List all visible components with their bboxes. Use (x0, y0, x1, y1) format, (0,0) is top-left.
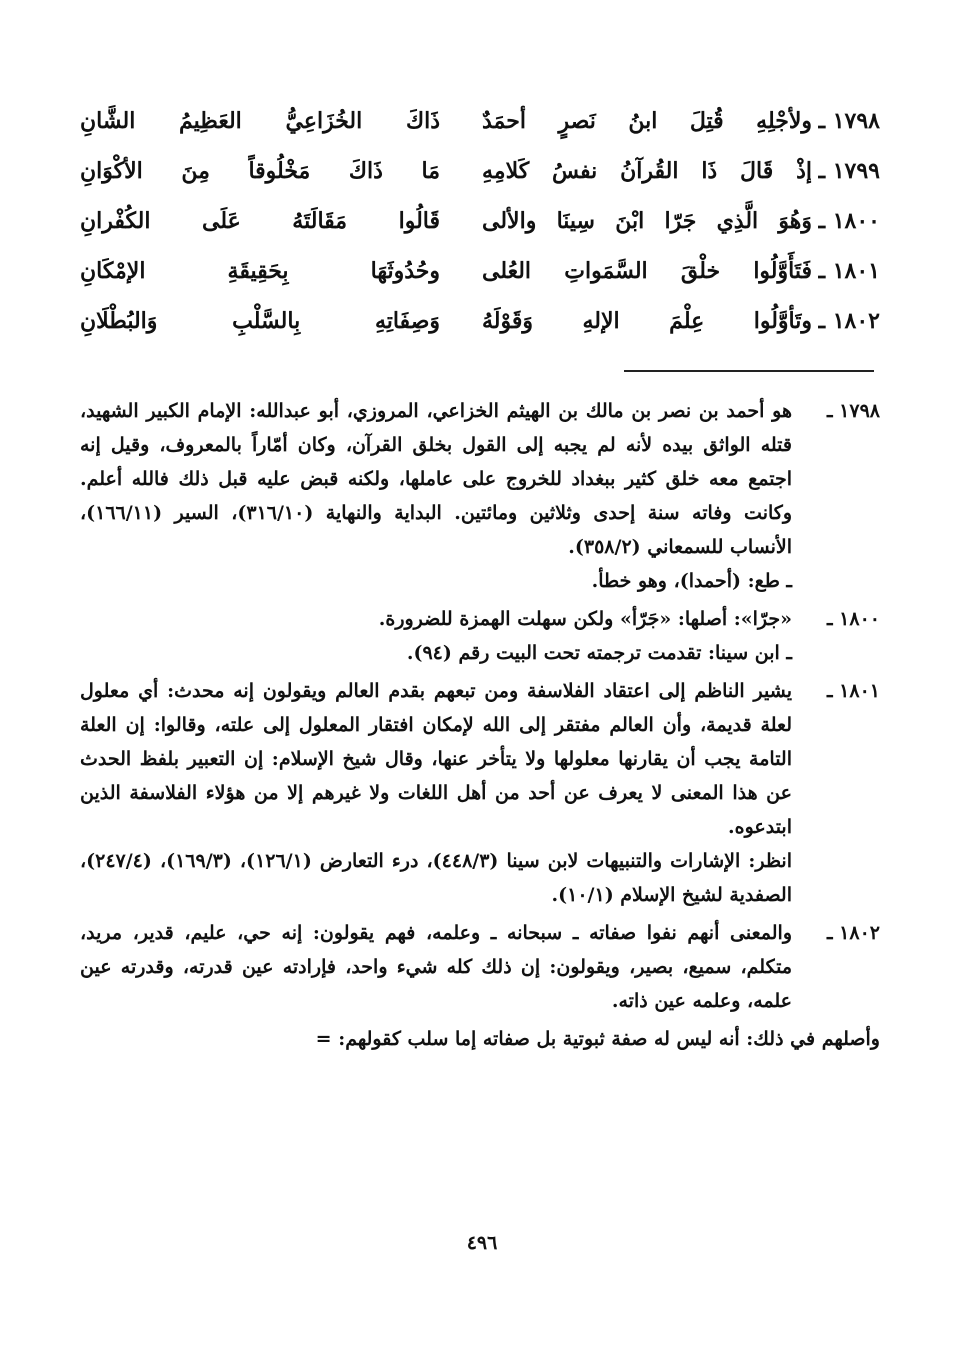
footnote-text: انظر: الإشارات والتنبيهات لابن سينا (٤٤٨/٣)، درء التعارض (١٢٦/١)، (١٦٩/٣)، (٢٤٧/٤)، الصفدية لشيخ الإسلام (١٠/١). (80, 850, 792, 906)
verse-second-hemistich: وحُدُوثَهَا بِحَقِيقَةِ الإمْكَانِ (80, 258, 440, 284)
verse-second-hemistich: وَصِفَاتِهِ بِالسَّلْبِ وَالبُطْلَانِ (80, 308, 440, 334)
footnote-number: ١٨٠٠ ـ (826, 608, 880, 630)
verse-first-hemistich: وتَأوَّلُوا عِلْمَ الإلهِ وَقَوْلَهُ (482, 308, 812, 334)
footnote-text: ـ ابن سينا: تقدمت ترجمته تحت البيت رقم (٩٤). (406, 642, 792, 664)
verse-line (80, 308, 880, 358)
footnote-text: ـ طع: (أحمدا)، وهو خطأ. (591, 570, 792, 592)
footnote (80, 602, 880, 670)
footnote-continuation: وأصلهم في ذلك: أنه ليس له صفة ثبوتية بل صفاته إما سلب كقولهم: = (315, 1028, 880, 1050)
footnote (80, 916, 880, 1018)
verse-number: ١٧٩٨ ـ (818, 108, 880, 134)
footnote-number: ١٨٠٢ ـ (826, 922, 880, 944)
verse-number: ١٨٠٠ ـ (818, 208, 880, 234)
footnote-text: «جرّا»: أصلها: «جَرّأ» ولكن سهلت الهمزة للضرورة. (378, 608, 792, 630)
verse-line (80, 158, 880, 208)
verse-line (80, 258, 880, 308)
verse-first-hemistich: وَهُوَ الَّذِي جَرّا ابْنَ سِينَا والألى (482, 208, 812, 234)
verse-line (80, 208, 880, 258)
verse-second-hemistich: ذَاكَ الخُزَاعِيُّ العَظِيمُ الشَّانِ (80, 108, 440, 134)
footnote (80, 394, 880, 598)
footnote-number: ١٨٠١ ـ (826, 680, 880, 702)
footnotes (80, 394, 880, 1060)
footnote-text: والمعنى أنهم نفوا صفاته ـ سبحانه ـ وعلمه، فهم يقولون: إنه حي، عليم، قدير، مريد، متكلم، سميع، بصير، ويقولون: إن ذلك كله شيء واحد، فإرادته عين قدرته، وقدرته عين علمه، وعلمه عين ذاته. (80, 922, 792, 1012)
footnote-text: يشير الناظم إلى اعتقاد الفلاسفة ومن تبعهم بقدم العالم ويقولون إنه محدث: أي معلول لعلة قديمة، وأن العالم مفتقر إلى الله لإمكان افتقار المعلول إلى علته، وقالوا: إن العلة التامة يجب أن يقارنها معلولها ولا يتأخر عنها، وقال شيخ الإسلام: إن التعبير بلفظ الحدث عن هذا المعنى لا يعرف عن أحد من أهل اللغات ولا غيرهم إلا من هؤلاء الفلاسفة الذين ابتدعوه. (80, 680, 792, 838)
verse-block (80, 108, 880, 358)
verse-number: ١٨٠١ ـ (818, 258, 880, 284)
verse-first-hemistich: فَتَأَوَّلُوا خلْقَ السَّمَواتِ العُلى (482, 258, 812, 284)
verse-first-hemistich: ولأجْلِهِ قُتِلَ ابنُ نَصرٍ أحمَدٌ (482, 108, 812, 134)
footnote-number: ١٧٩٨ ـ (826, 400, 880, 422)
verse-second-hemistich: قَالُوا مَقَالَتَهُ عَلَى الكُفْرانِ (80, 208, 440, 234)
footnote-divider (624, 370, 874, 372)
verse-number: ١٧٩٩ ـ (818, 158, 880, 184)
verse-first-hemistich: إذْ قَالَ ذَا القُرآنُ نفسُ كَلامِهِ (482, 158, 812, 184)
footnote-text: هو أحمد بن نصر بن مالك بن الهيثم الخزاعي، المروزي، أبو عبدالله: الإمام الكبير الشهيد، قتله الواثق بيده لأنه لم يجبه إلى القول بخلق القرآن، وكان أمّاراً بالمعروف، وقيل إنه اجتمع معه خلق كثير ببغداد للخروج على عاملها، ولكنه قبض عليه قبل ذلك فالله أعلم. وكانت وفاته سنة إحدى وثلاثين ومائتين. البداية والنهاية (٣١٦/١٠)، السير (١٦٦/١١)، الأنساب للسمعاني (٣٥٨/٢). (80, 400, 793, 558)
page-number: ٤٩٦ (466, 1232, 498, 1254)
verse-second-hemistich: مَا ذَاكَ مَخْلُوقاً مِنَ الأكْوَانِ (80, 158, 440, 184)
verse-number: ١٨٠٢ ـ (818, 308, 880, 334)
footnote (80, 674, 880, 912)
verse-line (80, 108, 880, 158)
